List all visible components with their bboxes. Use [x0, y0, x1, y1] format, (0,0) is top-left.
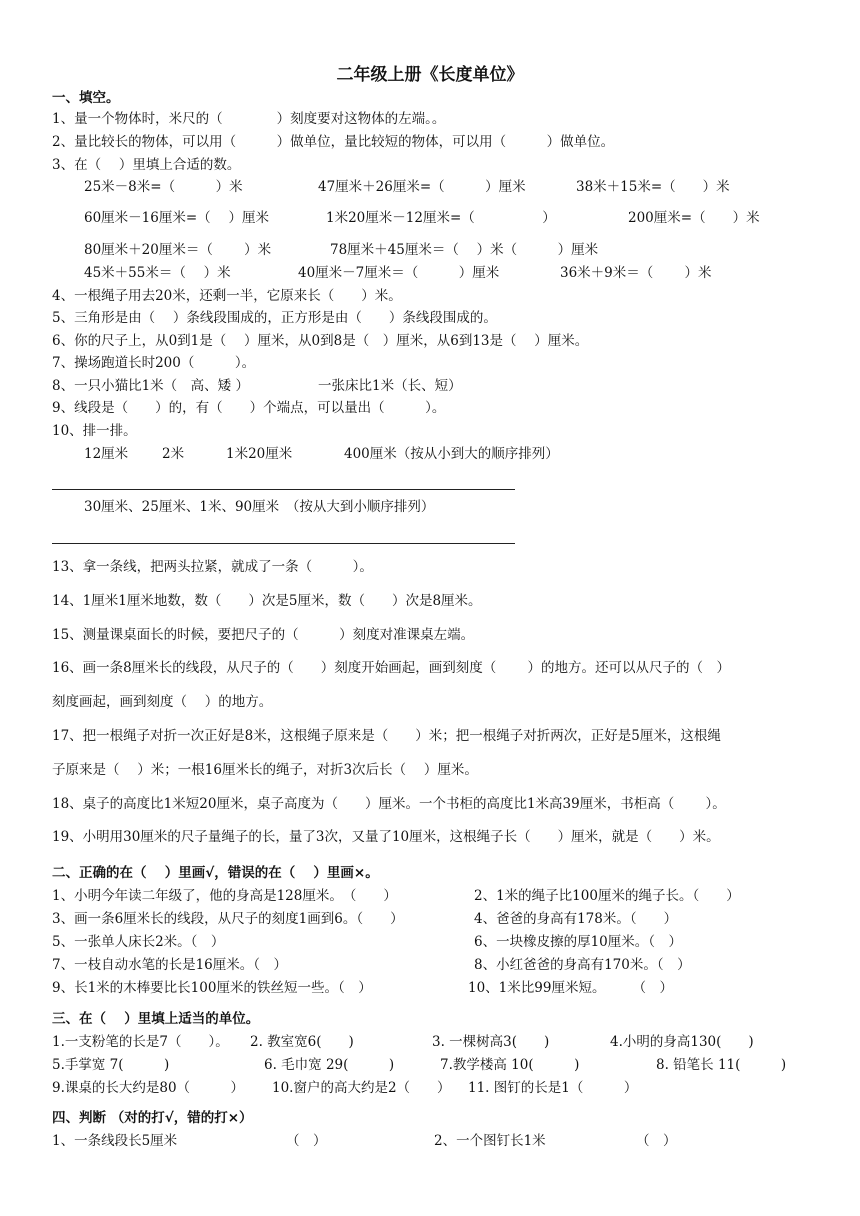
question-8-part-a: 8、一只小猫比1米（ 高、矮 ） [52, 378, 249, 394]
calc-item: 1米20厘米－12厘米=（ ） [326, 210, 556, 226]
unit-item: 10.窗户的高大约是2（ ） [272, 1080, 451, 1096]
sort-item: 2米 [162, 446, 185, 462]
sort-item: 1米20厘米 [226, 446, 293, 462]
section-2-heading: 二、正确的在（ ）里画√，错误的在（ ）里画×。 [52, 865, 379, 881]
judge-item: 1、小明今年读二年级了，他的身高是128厘米。 （ ） [52, 888, 397, 904]
answer-bracket: （ ） [636, 1133, 677, 1149]
calc-item: 36米＋9米＝（ ）米 [560, 265, 712, 281]
unit-item: 4.小明的身高130( ) [610, 1034, 754, 1050]
unit-item: 6. 毛巾宽 29( ) [264, 1057, 395, 1073]
question-6: 6、你的尺子上，从0到1是（ ）厘米，从0到8是（ ）厘米，从6到13是（ ）厘米。 [52, 333, 589, 349]
question-16-line-2: 刻度画起，画到刻度（ ）的地方。 [52, 694, 273, 710]
question-15: 15、测量课桌面长的时候，要把尺子的（ ）刻度对准课桌左端。 [52, 627, 475, 643]
calc-item: 47厘米＋26厘米=（ ）厘米 [318, 179, 526, 195]
question-3: 3、在（ ）里填上合适的数。 [52, 157, 241, 173]
unit-item: 7.教学楼高 10( ) [440, 1057, 580, 1073]
calc-item: 38米＋15米=（ ）米 [576, 179, 730, 195]
unit-item: 5.手掌宽 7( ) [52, 1057, 170, 1073]
sort-item: 12厘米 [84, 446, 129, 462]
question-8-part-b: 一张床比1米（长、短） [318, 378, 462, 394]
question-17-line-2: 子原来是（ ）米；一根16厘米长的绳子，对折3次后长（ ）厘米。 [52, 762, 478, 778]
question-7: 7、操场跑道长时200（ ）。 [52, 355, 256, 371]
unit-item: 1.一支粉笔的长是7（ ）。 [52, 1034, 229, 1050]
sort-item: 400厘米（按从小到大的顺序排列） [344, 446, 559, 462]
question-19: 19、小明用30厘米的尺子量绳子的长，量了3次，又量了10厘米，这根绳子长（ ）厘米，就是（ ）米。 [52, 829, 720, 845]
judge-item: 5、一张单人床长2米。（ ） [52, 934, 225, 950]
page-title: 二年级上册《长度单位》 [336, 65, 524, 85]
question-16-line-1: 16、画一条8厘米长的线段，从尺子的（ ）刻度开始画起，画到刻度（ ）的地方。还可以从尺子的（ ） [52, 660, 731, 676]
answer-line [52, 543, 515, 544]
calc-item: 40厘米－7厘米＝（ ）厘米 [298, 265, 500, 281]
question-18: 18、桌子的高度比1米短20厘米，桌子高度为（ ）厘米。一个书柜的高度比1米高39厘米，书柜高（ ）。 [52, 796, 726, 812]
judge-item: 6、一块橡皮擦的厚10厘米。（ ） [474, 934, 683, 950]
sort-item: 30厘米、25厘米、1米、90厘米 （按从大到小顺序排列） [84, 499, 435, 515]
judge-item: 8、小红爸爸的身高有170米。（ ） [474, 957, 691, 973]
question-17-line-1: 17、把一根绳子对折一次正好是8米，这根绳子原来是（ ）米；把一根绳子对折两次，正好是5厘米，这根绳 [52, 728, 721, 744]
question-13: 13、拿一条线，把两头拉紧，就成了一条（ ）。 [52, 559, 373, 575]
unit-item: 2. 教室宽6( ) [250, 1034, 354, 1050]
question-2: 2、量比较长的物体，可以用（ ）做单位，量比较短的物体，可以用（ ）做单位。 [52, 134, 615, 150]
unit-item: 8. 铅笔长 11( ) [656, 1057, 787, 1073]
judge-item: 2、一个图钉长1米 [434, 1133, 546, 1149]
calc-item: 200厘米=（ ）米 [628, 210, 760, 226]
unit-item: 9.课桌的长大约是80（ ） [52, 1080, 245, 1096]
calc-item: 60厘米－16厘米=（ ）厘米 [84, 210, 269, 226]
answer-line [52, 489, 515, 490]
question-10: 10、排一排。 [52, 423, 137, 439]
question-9: 9、线段是（ ）的，有（ ）个端点，可以量出（ ）。 [52, 400, 446, 416]
section-3-heading: 三、在（ ）里填上适当的单位。 [52, 1011, 260, 1027]
calc-item: 80厘米＋20厘米＝（ ）米 [84, 242, 272, 258]
section-1-heading: 一、填空。 [52, 90, 120, 106]
judge-item: 2、1米的绳子比100厘米的绳子长。（ ） [474, 888, 740, 904]
section-4-heading: 四、判断 （对的打√，错的打×） [52, 1110, 253, 1126]
judge-item: 4、爸爸的身高有178米。（ ） [474, 911, 678, 927]
judge-item: 10、1米比99厘米短。 （ ） [468, 980, 673, 996]
judge-item: 7、一枝自动水笔的长是16厘米。（ ） [52, 957, 288, 973]
question-1: 1、量一个物体时，米尺的（ ）刻度要对这物体的左端。。 [52, 111, 446, 127]
judge-item: 1、一条线段长5厘米 [52, 1133, 178, 1149]
judge-item: 3、画一条6厘米长的线段，从尺子的刻度1画到6。（ ） [52, 911, 404, 927]
calc-item: 78厘米＋45厘米＝（ ）米（ ）厘米 [330, 242, 599, 258]
unit-item: 3. 一棵树高3( ) [432, 1034, 550, 1050]
question-14: 14、1厘米1厘米地数，数（ ）次是5厘米，数（ ）次是8厘米。 [52, 593, 482, 609]
answer-bracket: （ ） [286, 1133, 327, 1149]
question-4: 4、一根绳子用去20米，还剩一半，它原来长（ ）米。 [52, 288, 402, 304]
judge-item: 9、长1米的木棒要比长100厘米的铁丝短一些。（ ） [52, 980, 372, 996]
calc-item: 45米＋55米＝（ ）米 [84, 265, 231, 281]
unit-item: 11. 图钉的长是1（ ） [468, 1080, 638, 1096]
question-5: 5、三角形是由（ ）条线段围成的，正方形是由（ ）条线段围成的。 [52, 310, 497, 326]
calc-item: 25米－8米=（ ）米 [84, 179, 243, 195]
